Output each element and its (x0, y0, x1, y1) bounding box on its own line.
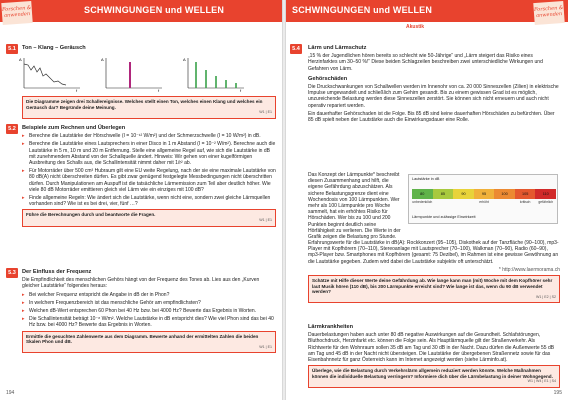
graph-tone-svg (100, 56, 164, 92)
meter-caption: Lautstärke in dB (412, 177, 440, 181)
left-header-title: SCHWINGUNGEN und WELLEN (84, 5, 225, 15)
meter-segment: 90 (453, 189, 474, 199)
task-number: 5.2 (6, 124, 18, 134)
meter-caption-2: Lärmpunkte und zulässige Einwirkzeit (412, 215, 476, 219)
section-title: Lärm und Lärmschutz (308, 45, 367, 51)
graph-noise-svg (18, 56, 82, 92)
paragraph: Das Konzept der Lärmpunkte* beschreibt diesen Zusammenhang und hilft, die eigene Gefährdung abzuschätzen. Als sichere Belastungsgrenze dient eine Wochendosis von 100 Lärmpunkten. Wer mehr als 100 Lärmpunkte pro Woche sammelt, hat ein erhöhtes Risiko für Hörschäden. Wer bis zu 100 und 200 Punkten beginnt deutlich seine Hörfähigkeit zu verlieren. Die Werte in der Grafik zeigen die Belastung pro Stunde. (308, 172, 401, 241)
source-link[interactable]: * http://www.laermorama.ch (498, 266, 560, 273)
page-number: 195 (553, 390, 562, 396)
left-page (0, 0, 282, 400)
task-text: Führe die Berechnungen durch und beantworte die Fragen. (26, 212, 156, 218)
list-item: ▸ Die Schallintensität beträgt 10⁻⁸ W/m². Welche Lautstärke in dB entspricht dies? Wie viel Phon sind das bei 40 Hz bzw. bei 4000 Hz? Bewerte das Ergebnis in Worten. (22, 316, 276, 328)
meter-scale (412, 189, 556, 199)
page-number: 194 (6, 390, 15, 396)
meter-segment-label (494, 200, 515, 204)
svg-text:A: A (101, 57, 104, 62)
task-number: 5.1 (6, 44, 18, 54)
meter-segment: 80 (412, 189, 433, 199)
graph-tone (100, 56, 164, 92)
section-erfahrung (308, 240, 560, 305)
list-item: ▸ Berechne die Lautstärke eines Lautsprechers in einer Disco in 1 m Abstand (I = 10⁻² W/m²). Berechne auch die Lautstärke in 5 m, 10 m und 20 m Entfernung. Stelle eine allgemeine Regel auf, wie sich die Lautstärke in dB mit zunehmendem Abstand von der Schallquelle ändert. Hinweis: Wir gehen von einer kugelförmigen Ausbreitung des Schalls aus, die Schallintensität nimmt daher mit 1/r² ab. (22, 141, 276, 166)
task-text: Überlege, wie die Belastung durch Verkehrslärm allgemein reduziert werden könnte. Welche Maßnahmen können die individuelle Belastung verringern? Informiere dich über die Lärmbelastung in deiner Wohngegend. (312, 368, 553, 379)
svg-text:A: A (183, 57, 186, 62)
graph-sound-svg (182, 56, 246, 92)
meter-segment-label: erhöht (479, 200, 489, 204)
task-text: Ermittle die gesuchten Zahlenwerte aus dem Diagramm. Bewerte anhand der ermittelten Zahlen die beiden Skalen Phon und dB. (26, 333, 259, 345)
svg-text:f: f (76, 88, 78, 92)
task-box (22, 96, 276, 119)
meter-segment-label: gefährlich (538, 200, 554, 204)
task-box (308, 365, 560, 388)
right-page (286, 0, 568, 400)
section-title: Der Einfluss der Frequenz (22, 269, 92, 275)
section-beispiele (22, 125, 276, 229)
section-laermpunkte (308, 172, 404, 242)
svg-text:A: A (19, 57, 22, 62)
list-item: ▸ In welchem Frequenzbereich ist das menschliche Gehör am empfindlichsten? (22, 300, 276, 306)
list-item: ▸ Welchen dB-Wert entsprechen 60 Phon bei 40 Hz bzw. bei 4000 Hz? Bewerte das Ergebnis in Worten. (22, 308, 276, 314)
task-box (22, 209, 276, 226)
competence-code: W1 | W4 | E1 | S4 (527, 379, 556, 384)
task-text: Die Diagramme zeigen drei Schallereignisse. Welches stellt einen Ton, welches einen Klang und welches ein Geräusch dar? Begründe deine Meinung. (26, 99, 263, 110)
task-box (22, 331, 276, 354)
task-box-wrap (22, 94, 276, 121)
meter-segment-label (453, 200, 474, 204)
subheader-akustik: Akustik (406, 24, 425, 30)
list-item: ▸ Für Motorräder über 500 cm³ Hubraum gilt eine EU weite Regelung, nach der sie eine maximale Lautstärke von 80 dB(A) nicht überschreiten dürfen. Es gibt zwar genügend festgelegte Messbedingungen nicht überschritten dürfen. Durch Manipulationen am Auspuff ist die tatsächliche Lärmemission zum Teil aber deutlich höher. Wie viele 80 dB Motorräder emittieren gleich viel Lärm wie ein einziges mit 100 dB? (22, 168, 276, 193)
right-section-tag: Forschen & anwenden (533, 1, 564, 25)
competence-code: W1 | E1 (259, 218, 272, 223)
meter-segment: 105 (515, 189, 536, 199)
paragraph: Die Druckschwankungen von Schallwellen werden im Innenohr von ca. 20 000 Sinneszellen (Zilien) in elektrische Impulse umgewandelt und schließlich zum Gehirn gesandt. Bis zu einem gewissen Grad ist es möglich, unzureichende Belastung werden diese Sinneszellen zerstört. Sie können sich nicht erneuern und auch nicht operativ repariert werden. (308, 84, 559, 109)
task-number: 5.4 (290, 44, 302, 54)
section-title: Ton – Klang – Geräusch (22, 45, 86, 51)
competence-code: W1 | E1 (259, 110, 272, 115)
meter-labels (412, 200, 556, 204)
competence-code: W1 | E2 | S2 (535, 294, 556, 299)
subsection-title: Lärmkrankheiten (308, 324, 354, 330)
section-title: Beispiele zum Rechnen und Überlegen (22, 125, 126, 131)
section-krankheiten (308, 324, 560, 390)
meter-segment-label (433, 200, 454, 204)
list-item: ▸ Berechne die Lautstärke der Hörschwelle (I = 10⁻¹² W/m²) und der Schmerzschwelle (I = 10 W/m²) in dB. (22, 133, 276, 139)
competence-code: W1 | E1 (259, 344, 272, 349)
paragraph: Erfahrungswerte für die Lautstärke in dB(A): Rockkonzert (95–105), Diskothek auf der Tanzfläche (90–100), mp3-Player mit Kopfhörern (70–110), Stereoanlage mit Lautsprecher (70–100), Walkman (70–90), Radio (60–90), mp3-Player bzw. Smartphones mit Kopfhörern (gesamt: 75 Dezibel), im Rahmen ist eine gewisse Gewöhnung an die Lautstärke gegeben. Zudem wird dabei die Lautstärke subjektiv oft unterschätzt. (308, 240, 559, 265)
intro-text: Die Empfindlichkeit des menschlichen Gehörs hängt von der Frequenz des Tones ab. Lies aus den „Kurven gleicher Lautstärke“ folgendes heraus: (22, 277, 260, 290)
left-section-tag: Forschen & anwenden (1, 1, 32, 25)
meter-segment: 100 (494, 189, 515, 199)
task-box (308, 275, 560, 303)
meter-segment-label: unbedenklich (412, 200, 433, 204)
left-header-bar (0, 0, 282, 22)
paragraph: Dauerbelastungen haben auch unter 80 dB negative Auswirkungen auf die Gesundheit. Schlafstörungen, Bluthochdruck, Herzinfarkt etc. können die Folge sein. Als Hauptlärmquelle gilt der Straßenverkehr. Als Richtwerte für den Wohnraum sollen 35 dB am Tag und 30 dB in der Nacht. Dazu dürfen die Außenwerte 55 dB am Tag und 45 dB in der Nacht nicht übersteigen. Die Lautstärke der übergebenen Straßennetz sowie für das Eisenbahnnetz für ganz Österreich kann im Internet angezeigt werden (siehe Lärminfo.at). (308, 332, 555, 364)
subsection-title: Gehörschäden (308, 75, 348, 82)
svg-text:f: f (240, 88, 242, 92)
meter-segment: 85 (433, 189, 454, 199)
paragraph: Ein dauerhafter Gehörschaden ist die Folge. Bis 85 dB sind keine dauerhaften Hörschäden zu befürchten. Über 85 dB spielt neben der Lautstärke auch die Einwirkungsdauer eine Rolle. (308, 110, 555, 124)
right-header-bar (286, 0, 568, 22)
meter-segment: 95 (474, 189, 495, 199)
section-frequenz (22, 269, 276, 355)
list-item: ▸ Finde allgemeine Regeln: Wie ändert sich die Lautstärke, wenn nicht eine, sondern zwei gleiche Lärmquellen vorhanden sind? Wie ist es bei drei, vier, fünf …? (22, 195, 276, 207)
task-number: 5.3 (6, 268, 18, 278)
graph-noise (18, 56, 82, 92)
task-text: Schätze mit Hilfe dieser Werte deine Gefährdung ab. Wie lange kann man (mit) Woche mit dem Kopfhörer sehr laut Musik hören (110 dB), bis 200 Lärmpunkte erreicht sind? Wie lange ist das, wenn du 90 dB verwendet werden? (312, 278, 553, 295)
section-ton-klang (22, 45, 276, 53)
right-header-title: SCHWINGUNGEN und WELLEN (292, 5, 433, 15)
intro-text: „15 % der Jugendlichen hören bereits so schlecht wie 50-Jährige“ und „Lärm steigert das Risiko eines Herzinfarktes um 30–50 %!“ Diese beiden Schlagzeilen beschreiben zwei unterschiedliche Wirkungen und Gefahren von Lärm. (308, 53, 543, 72)
meter-segment-label: kritisch (519, 200, 531, 204)
meter-segment: 110 (535, 189, 556, 199)
section-laerm (308, 45, 560, 125)
noise-meter-graphic (408, 174, 558, 224)
svg-text:f: f (158, 88, 160, 92)
graph-sound (182, 56, 246, 92)
list-item: ▸ Bei welcher Frequenz entspricht die Angabe in dB der in Phon? (22, 292, 276, 298)
